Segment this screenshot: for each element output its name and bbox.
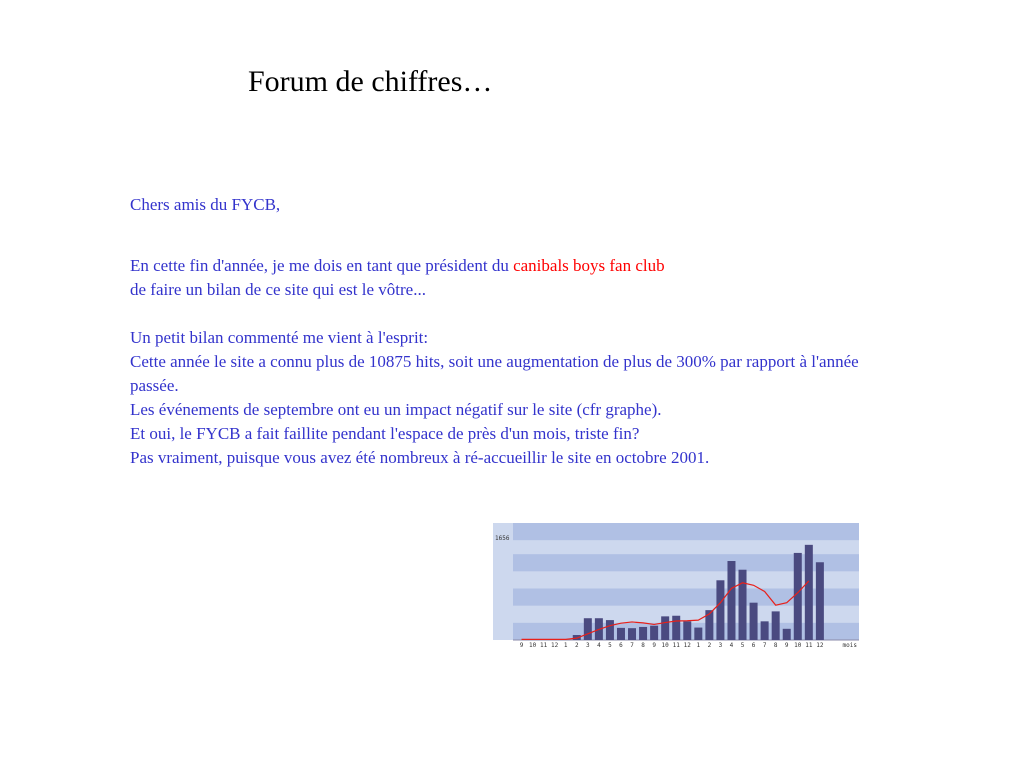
- hits-chart-svg: [493, 523, 859, 650]
- x-tick-label: 7: [762, 642, 767, 649]
- chart-bar: [639, 627, 647, 640]
- x-tick-label: 9: [784, 642, 789, 649]
- x-tick-label: 8: [641, 642, 645, 649]
- x-tick-label: 12: [551, 642, 559, 649]
- x-tick-label: 10: [528, 642, 537, 649]
- y-max-label: 1656: [495, 535, 510, 542]
- x-tick-label: 8: [773, 642, 778, 649]
- x-tick-label: 5: [740, 642, 745, 649]
- chart-bar: [694, 628, 702, 640]
- chart-bar: [794, 553, 802, 640]
- paragraph-1-line-2: de faire un bilan de ce site qui est le vôtre...: [130, 280, 426, 299]
- x-tick-label: 1: [696, 642, 701, 649]
- intro-text: En cette fin d'année, je me dois en tant que président du: [130, 256, 514, 275]
- chart-bar: [805, 545, 813, 640]
- paragraph-2-line-5: Pas vraiment, puisque vous avez été nombreux à ré-accueillir le site en octobre 2001.: [130, 448, 710, 467]
- chart-bar: [739, 570, 747, 640]
- x-tick-label: 1: [563, 642, 568, 649]
- x-tick-label: 2: [707, 642, 712, 649]
- x-tick-label: 9: [652, 642, 656, 649]
- x-axis-label: mois: [842, 642, 857, 649]
- x-tick-label: 2: [574, 642, 579, 649]
- x-tick-label: 6: [619, 642, 623, 649]
- x-tick-label: 11: [672, 642, 680, 649]
- x-tick-label: 4: [729, 642, 734, 649]
- paragraph-2-line-3: Les événements de septembre ont eu un impact négatif sur le site (cfr graphe).: [130, 400, 662, 419]
- x-tick-label: 10: [661, 642, 669, 649]
- x-tick-label: 9: [519, 642, 524, 649]
- paragraph-1-line-1: [130, 254, 870, 278]
- chart-bar: [727, 561, 735, 640]
- chart-bar: [584, 618, 592, 640]
- chart-bar: [761, 621, 769, 640]
- chart-bar: [783, 629, 791, 640]
- x-tick-label: 12: [816, 642, 824, 649]
- paragraph-spacer: [130, 302, 870, 326]
- x-tick-label: 7: [630, 642, 634, 649]
- chart-bar: [816, 562, 824, 640]
- x-tick-label: 11: [805, 642, 813, 649]
- x-tick-label: 11: [540, 642, 548, 649]
- x-tick-label: 4: [597, 642, 601, 649]
- hits-chart: [493, 523, 859, 650]
- chart-bar: [628, 628, 636, 640]
- chart-bar: [750, 603, 758, 640]
- x-tick-label: 5: [608, 642, 612, 649]
- grid-band: [513, 523, 859, 540]
- chart-bar: [683, 621, 691, 640]
- chart-bar: [606, 620, 614, 640]
- x-tick-label: 6: [751, 642, 756, 649]
- club-name-highlight: canibals boys fan club: [513, 256, 665, 275]
- page-title: Forum de chiffres…: [248, 65, 493, 98]
- chart-bar: [716, 580, 724, 640]
- chart-bar: [672, 616, 680, 640]
- x-tick-label: 12: [683, 642, 691, 649]
- x-tick-label: 10: [794, 642, 802, 649]
- chart-bar: [661, 616, 669, 640]
- paragraph-2-line-4: Et oui, le FYCB a fait faillite pendant l'espace de près d'un mois, triste fin?: [130, 424, 640, 443]
- paragraph-2-line-1: Un petit bilan commenté me vient à l'esprit:: [130, 328, 429, 347]
- chart-bar: [650, 626, 658, 640]
- chart-bar: [705, 610, 713, 640]
- greeting: Chers amis du FYCB,: [130, 195, 281, 214]
- x-tick-label: 3: [586, 642, 590, 649]
- body-text: [130, 254, 870, 470]
- x-tick-label: 3: [718, 642, 723, 649]
- chart-bar: [772, 611, 780, 640]
- chart-bar: [617, 628, 625, 640]
- paragraph-2-line-2: Cette année le site a connu plus de 10875 hits, soit une augmentation de plus de 300% par rapport à l'année passée.: [130, 352, 859, 395]
